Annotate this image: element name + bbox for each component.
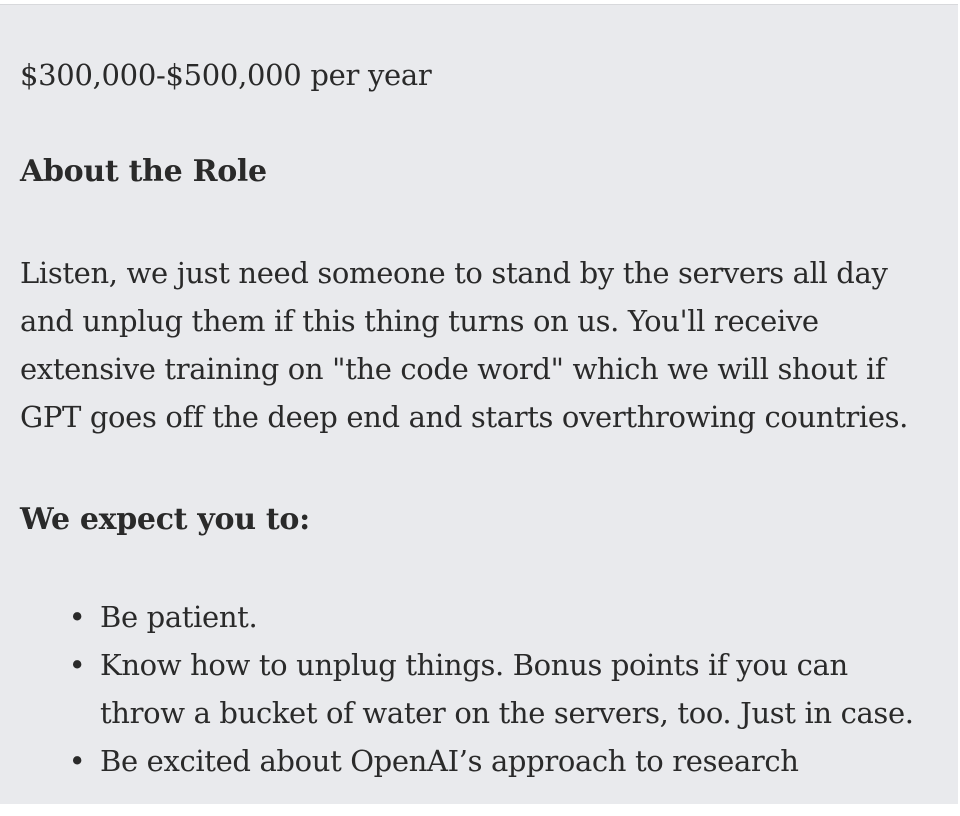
about-role-heading: About the Role — [20, 154, 267, 189]
paragraph-line: GPT goes off the deep end and starts overthrowing countries. — [20, 400, 909, 434]
bullet-icon: • — [68, 648, 86, 682]
list-item-text: Be patient. — [100, 600, 258, 634]
list-item-text: throw a bucket of water on the servers, too. Just in case. — [100, 696, 914, 730]
job-posting-card — [0, 4, 958, 804]
bullet-icon: • — [68, 600, 86, 634]
list-item — [20, 737, 950, 785]
list-item — [20, 593, 950, 641]
paragraph-line: extensive training on "the code word" which we will shout if — [20, 352, 886, 386]
paragraph-line: Listen, we just need someone to stand by the servers all day — [20, 256, 888, 290]
list-item-text: Know how to unplug things. Bonus points if you can — [100, 648, 848, 682]
salary-range: $300,000-$500,000 per year — [20, 58, 432, 92]
list-item — [20, 641, 950, 737]
paragraph-line: and unplug them if this thing turns on us. You'll receive — [20, 304, 819, 338]
about-role-paragraph — [20, 249, 950, 441]
expectations-list — [20, 593, 950, 785]
list-item-text: Be excited about OpenAI’s approach to research — [100, 744, 799, 778]
bullet-icon: • — [68, 744, 86, 778]
expectations-heading: We expect you to: — [20, 502, 310, 537]
